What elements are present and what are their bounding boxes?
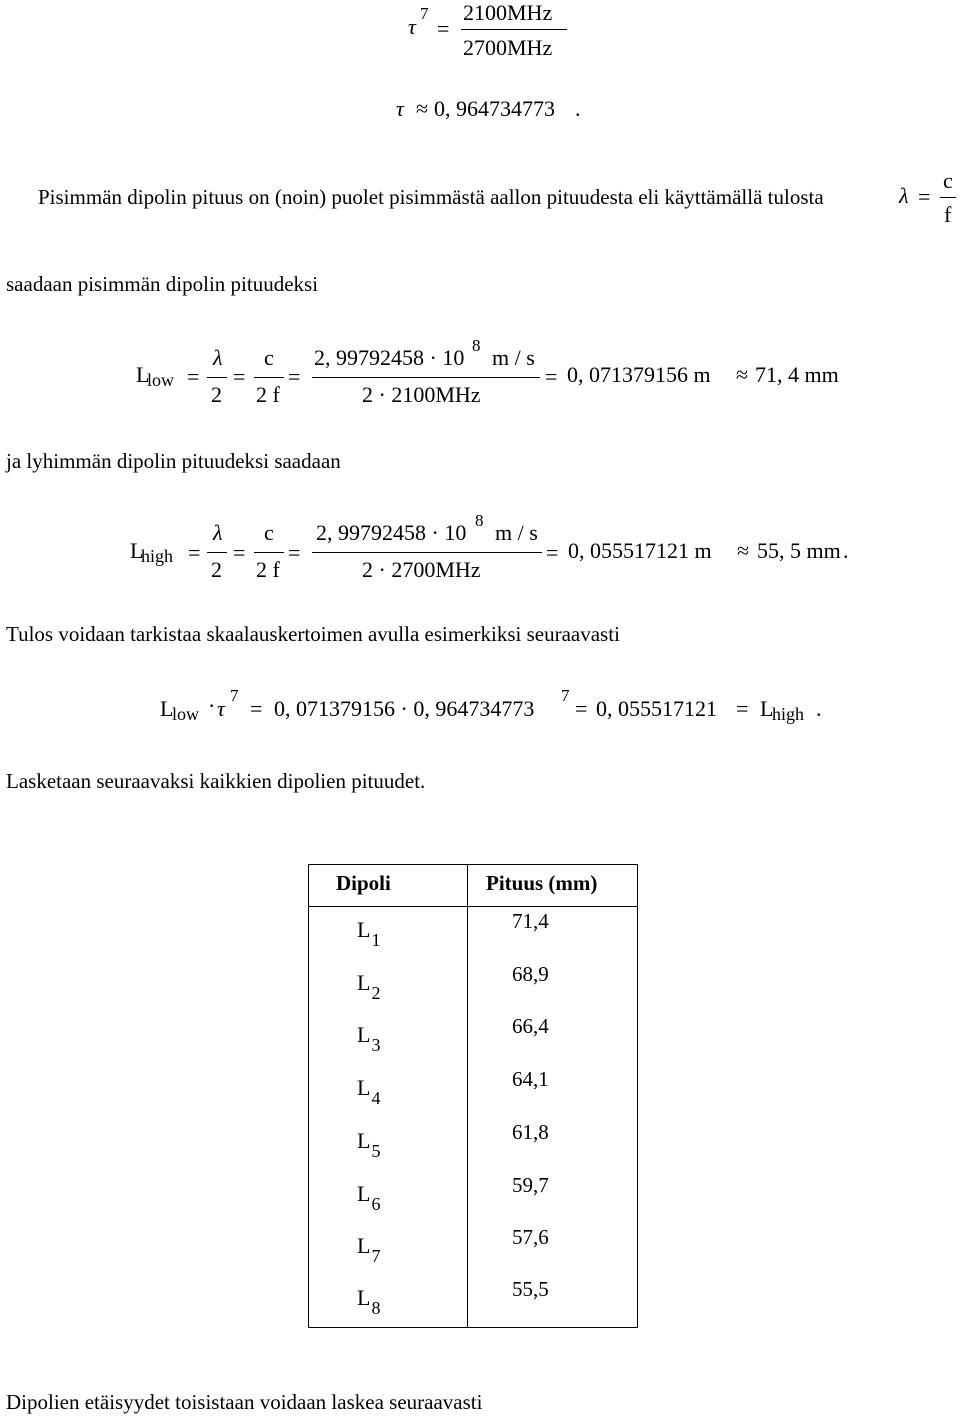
dipole-length: 66,4 bbox=[512, 1014, 549, 1038]
paragraph-calculate-all: Lasketaan seuraavaksi kaikkien dipolien pituudet. bbox=[6, 769, 426, 793]
l-symbol: L bbox=[760, 696, 774, 721]
equals-sign: = bbox=[233, 540, 246, 565]
l-symbol: L bbox=[160, 696, 174, 721]
l-subscript: high bbox=[141, 546, 174, 566]
approx-sign: ≈ bbox=[736, 362, 749, 387]
approx-sign: ≈ bbox=[737, 538, 750, 563]
period: . bbox=[575, 96, 581, 121]
fraction-numerator: 2, 99792458 · 10 bbox=[316, 520, 467, 545]
approx-value: 71, 4 mm bbox=[755, 362, 839, 387]
equals-sign: = bbox=[187, 364, 200, 389]
lambda-symbol: λ bbox=[899, 183, 909, 208]
equals-sign: = bbox=[188, 540, 201, 565]
result-value: 0, 055517121 bbox=[596, 696, 717, 721]
dipole-name: $L_6$ bbox=[357, 1181, 381, 1214]
fraction-denominator: 2 · 2700MHz bbox=[362, 557, 481, 582]
equals-sign: = bbox=[546, 540, 559, 565]
exponent: 8 bbox=[472, 336, 481, 355]
equals-sign: = bbox=[918, 184, 931, 209]
lambda-denominator: f bbox=[944, 202, 952, 227]
table-row bbox=[309, 960, 637, 1012]
header-dipoli: Dipoli bbox=[336, 871, 391, 895]
table-row bbox=[309, 1171, 637, 1223]
dipole-length: 55,5 bbox=[512, 1277, 549, 1301]
header-pituus: Pituus (mm) bbox=[486, 871, 598, 895]
paragraph-check: Tulos voidaan tarkistaa skaalauskertoimen avulla esimerkiksi seuraavasti bbox=[6, 622, 620, 646]
period: . bbox=[816, 696, 822, 721]
fraction-numerator: c bbox=[264, 520, 274, 545]
dipole-length-table bbox=[308, 864, 638, 1328]
dipole-length: 71,4 bbox=[512, 909, 549, 933]
dipole-name: $L_1$ bbox=[357, 917, 381, 950]
result-value: 0, 071379156 m bbox=[567, 362, 711, 387]
period: . bbox=[843, 538, 849, 563]
equals-sign: = bbox=[736, 696, 749, 721]
tau-symbol: τ bbox=[217, 696, 225, 721]
tau-exponent: 7 bbox=[420, 4, 429, 23]
fraction-bar bbox=[461, 29, 567, 30]
table-row bbox=[309, 1275, 637, 1327]
paragraph-distances: Dipolien etäisyydet toisistaan voidaan laskea seuraavasti bbox=[6, 1390, 483, 1414]
result-value: 0, 055517121 m bbox=[568, 538, 712, 563]
product-exponent: 7 bbox=[561, 686, 570, 705]
fraction-denominator: 2 f bbox=[256, 382, 280, 407]
fraction-bar bbox=[312, 552, 542, 553]
unit: m / s bbox=[492, 345, 535, 370]
fraction-numerator: 2100MHz bbox=[463, 0, 553, 25]
paragraph-longest-length: saadaan pisimmän dipolin pituudeksi bbox=[6, 272, 319, 296]
fraction-denominator: 2 bbox=[211, 557, 222, 582]
lambda-numerator: c bbox=[943, 168, 953, 193]
unit: m / s bbox=[495, 520, 538, 545]
tau-value: 0, 964734773 bbox=[434, 96, 555, 121]
fraction-denominator: 2700MHz bbox=[463, 35, 553, 60]
l-symbol: L bbox=[136, 362, 150, 387]
fraction-denominator: 2 · 2100MHz bbox=[362, 382, 481, 407]
table-row bbox=[309, 1223, 637, 1275]
l-subscript-high: high bbox=[772, 704, 805, 724]
paragraph-longest-dipole: Pisimmän dipolin pituus on (noin) puolet pisimmästä aallon pituudesta eli käyttämällä tulosta bbox=[38, 185, 824, 209]
tau-exponent: 7 bbox=[230, 686, 239, 705]
fraction-bar bbox=[207, 377, 227, 378]
l-symbol: L bbox=[130, 538, 144, 563]
fraction-bar bbox=[207, 552, 227, 553]
lambda-symbol: λ bbox=[213, 520, 223, 545]
equals-sign: = bbox=[233, 364, 246, 389]
equals-sign: = bbox=[545, 364, 558, 389]
equals-sign: = bbox=[288, 540, 301, 565]
tau-symbol: τ bbox=[396, 96, 404, 121]
dipole-name: $L_8$ bbox=[357, 1285, 381, 1318]
tau-symbol: τ bbox=[408, 14, 416, 39]
dipole-name: $L_2$ bbox=[357, 970, 381, 1003]
equals-sign: = bbox=[250, 696, 263, 721]
product-expression: 0, 071379156 · 0, 964734773 bbox=[274, 696, 535, 721]
fraction-bar bbox=[312, 377, 540, 378]
fraction-bar bbox=[254, 552, 284, 553]
fraction-numerator: c bbox=[264, 345, 274, 370]
approx-sign: ≈ bbox=[416, 96, 429, 121]
table-row bbox=[309, 1012, 637, 1064]
dipole-name: $L_4$ bbox=[357, 1075, 381, 1108]
fraction-numerator: 2, 99792458 · 10 bbox=[314, 345, 465, 370]
dipole-length: 68,9 bbox=[512, 962, 549, 986]
fraction-bar bbox=[254, 377, 284, 378]
dipole-length: 64,1 bbox=[512, 1067, 549, 1091]
exponent: 8 bbox=[475, 511, 484, 530]
fraction-bar bbox=[940, 197, 956, 198]
dipole-length: 57,6 bbox=[512, 1225, 549, 1249]
table-row bbox=[309, 1118, 637, 1170]
table-row bbox=[309, 1065, 637, 1117]
fraction-denominator: 2 f bbox=[256, 557, 280, 582]
fraction-denominator: 2 bbox=[211, 382, 222, 407]
equals-sign: = bbox=[288, 364, 301, 389]
paragraph-shortest-length: ja lyhimmän dipolin pituudeksi saadaan bbox=[6, 449, 341, 473]
lambda-symbol: λ bbox=[213, 345, 223, 370]
multiply-dot: · bbox=[208, 693, 216, 718]
dipole-name: $L_3$ bbox=[357, 1022, 381, 1055]
dipole-length: 59,7 bbox=[512, 1173, 549, 1197]
table-row bbox=[309, 907, 637, 959]
dipole-name: $L_7$ bbox=[357, 1233, 381, 1266]
equals-sign: = bbox=[437, 16, 450, 41]
dipole-name: $L_5$ bbox=[357, 1128, 381, 1161]
l-subscript: low bbox=[147, 370, 174, 390]
l-subscript-low: low bbox=[172, 704, 199, 724]
equals-sign: = bbox=[575, 696, 588, 721]
approx-value: 55, 5 mm bbox=[757, 538, 841, 563]
dipole-length: 61,8 bbox=[512, 1120, 549, 1144]
